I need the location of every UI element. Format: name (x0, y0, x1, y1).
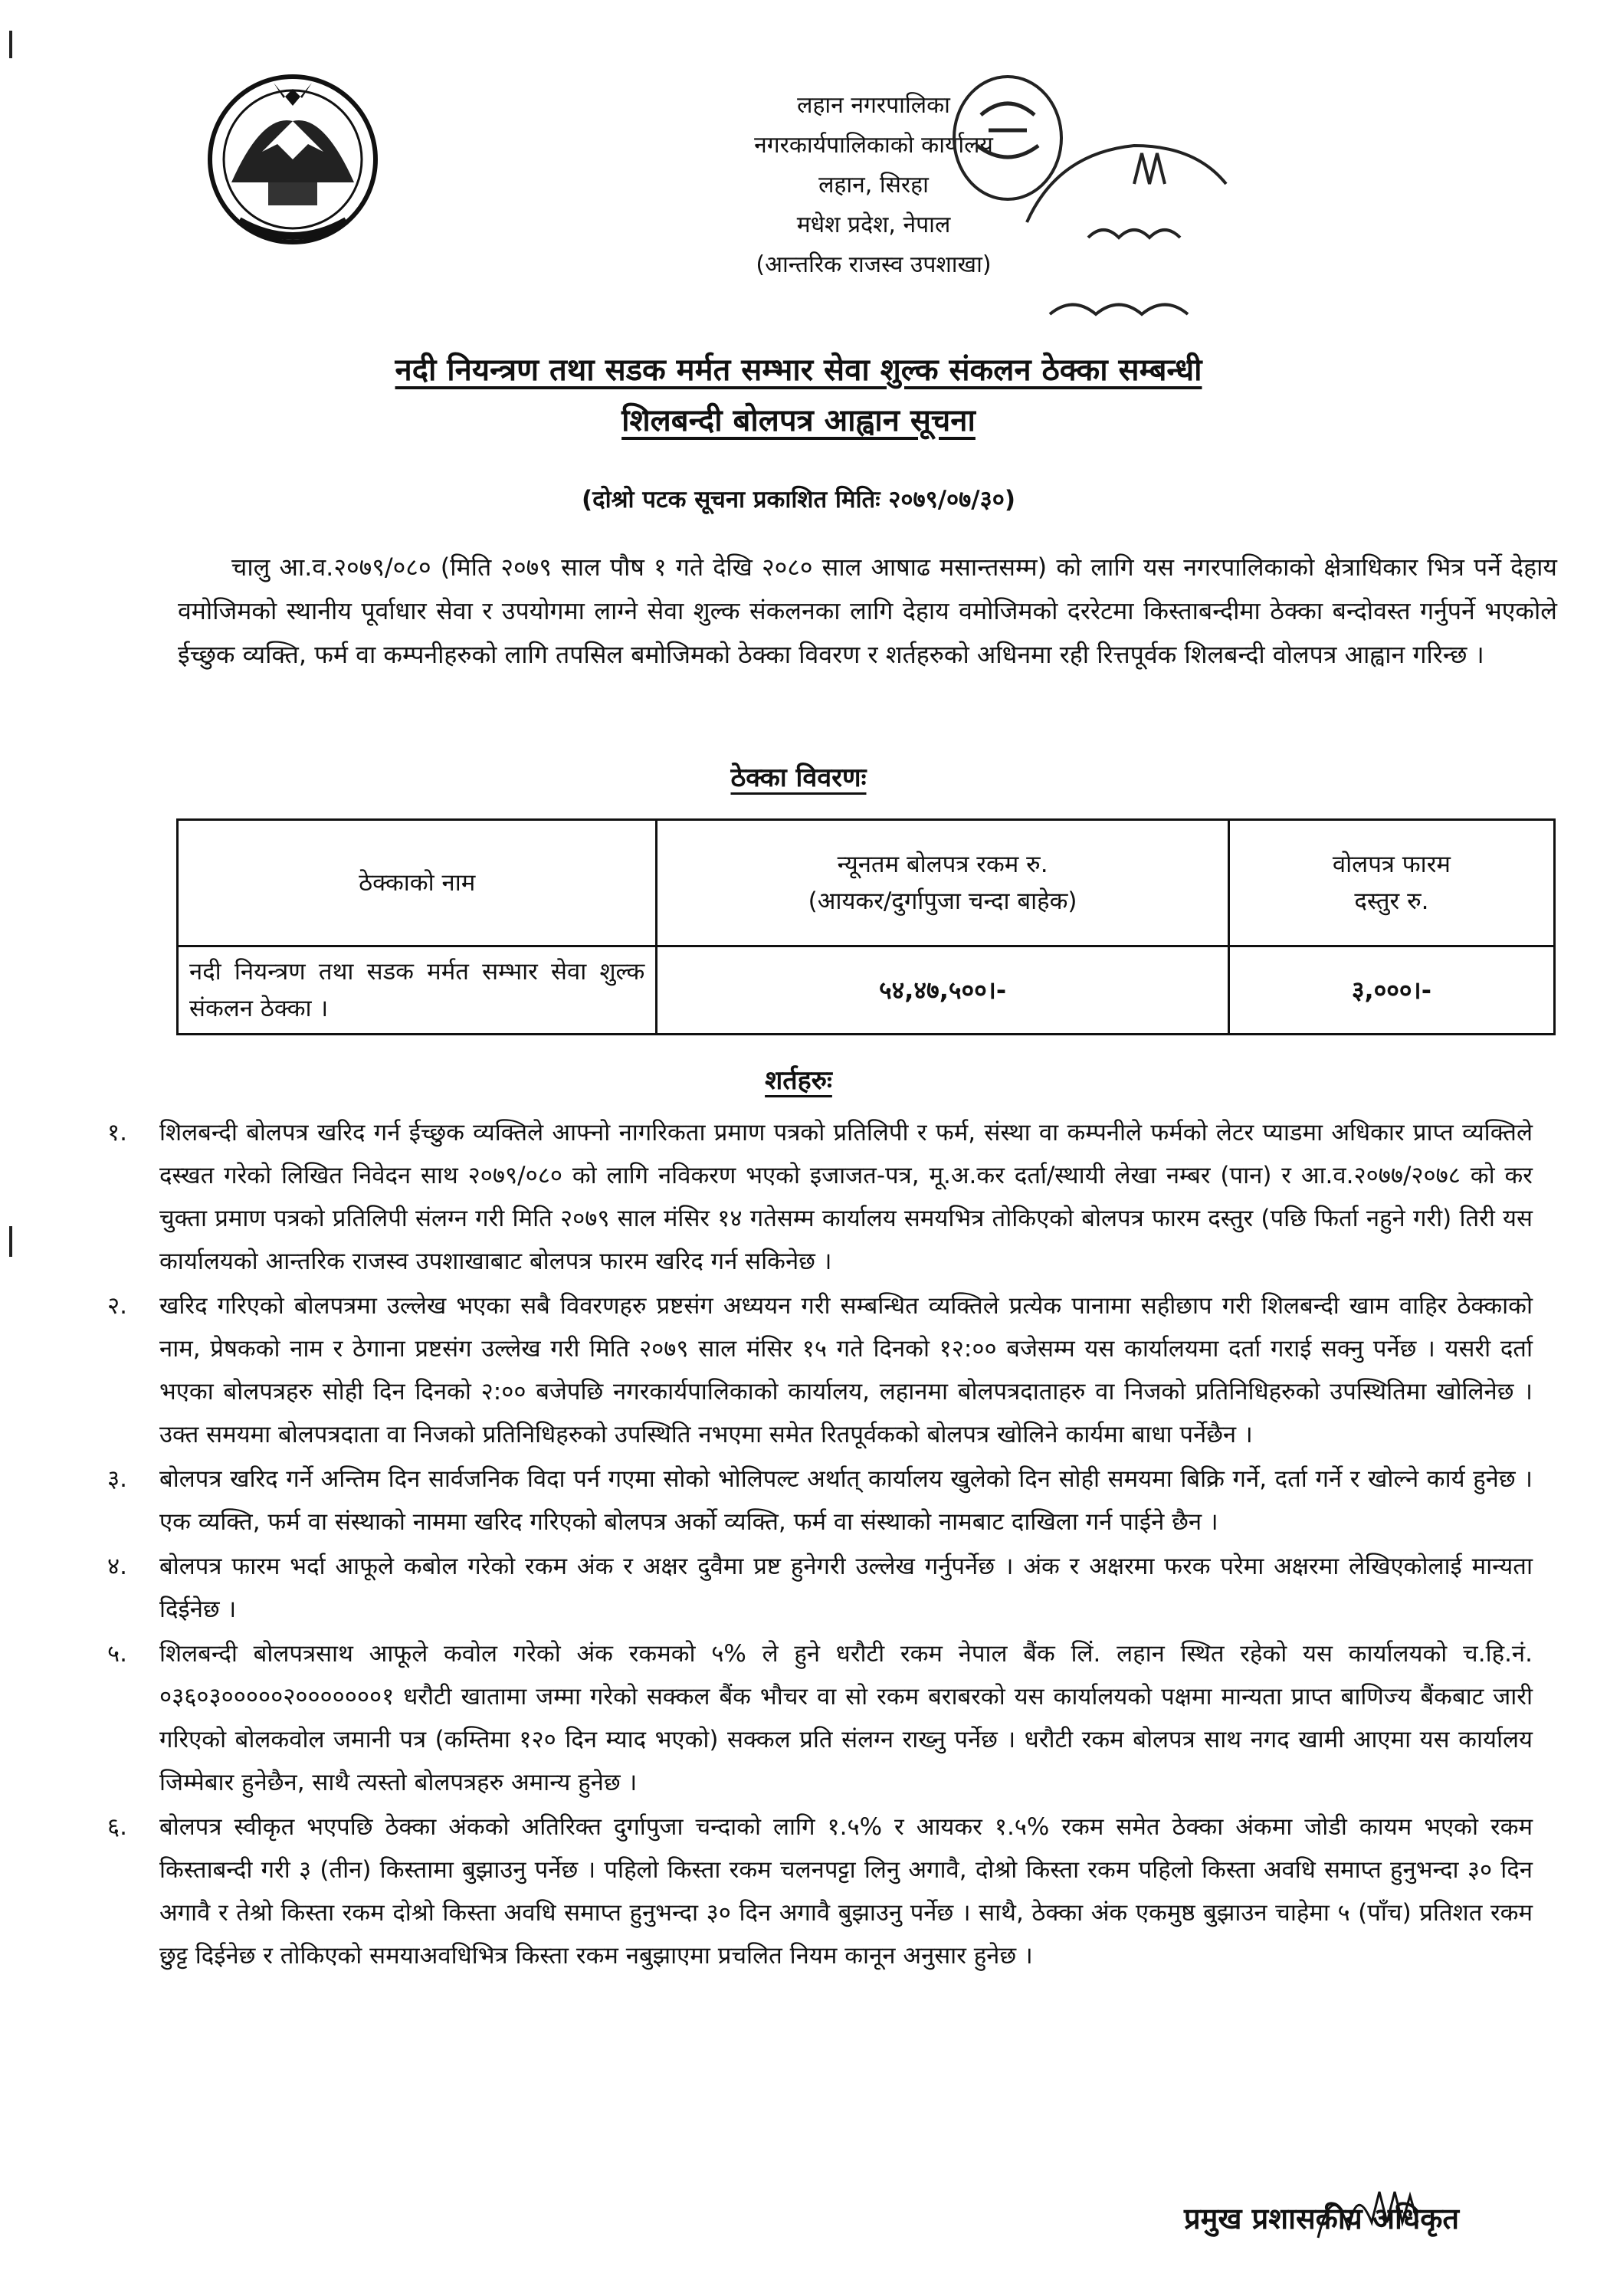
cell-contract-name: नदी नियन्त्रण तथा सडक मर्मत सम्भार सेवा शुल्क संकलन ठेक्का । (178, 946, 657, 1035)
contract-details-heading: ठेक्का विवरणः (730, 763, 867, 793)
office-city: लहान, सिरहा (818, 172, 929, 198)
office-stamp-icon (935, 61, 1257, 353)
contract-table (176, 818, 1556, 1035)
notice-title (153, 345, 1444, 446)
list-item (107, 1111, 1533, 1283)
header-min-amount (657, 820, 1229, 946)
term-number: ६. (107, 1813, 127, 1841)
office-province: मधेश प्रदेश, नेपाल (796, 212, 951, 238)
list-item (107, 1632, 1533, 1804)
office-subname: नगरकार्यपालिकाको कार्यालय (754, 132, 993, 159)
notice-title-line2: शिलबन्दी बोलपत्र आह्वान सूचना (621, 403, 976, 438)
term-text: शिलबन्दी बोलपत्र खरिद गर्न ईच्छुक व्यक्तिले आफ्नो नागरिकता प्रमाण पत्रको प्रतिलिपी र फर्म, संस्था वा कम्पनीले फर्मको लेटर प्याडमा अधिकार प्राप्त व्यक्तिले दस्खत गरेको लिखित निवेदन साथ २०७९/०८० को लागि नविकरण भएको इजाजत-पत्र, मू.अ.कर दर्ता/स्थायी लेखा नम्बर (पान) र आ.व.२०७७/२०७८ को कर चुक्ता प्रमाण पत्रको प्रतिलिपी संलग्न गरी मिति २०७९ साल मंसिर १४ गतेसम्म कार्यालय समयभित्र तोकिएको बोलपत्र फारम दस्तुर (पछि फिर्ता नहुने गरी) तिरी यस कार्यालयको आन्तरिक राजस्व उपशाखाबाट बोलपत्र फारम खरिद गर्न सकिनेछ । (159, 1119, 1533, 1275)
table-row (178, 946, 1555, 1035)
terms-heading: शर्तहरुः (765, 1065, 832, 1096)
term-number: १. (107, 1119, 127, 1146)
term-text: बोलपत्र खरिद गर्ने अन्तिम दिन सार्वजनिक विदा पर्न गएमा सोको भोलिपल्ट अर्थात् कार्यालय खुलेको दिन सोही समयमा बिक्रि गर्ने, दर्ता गर्ने र खोल्ने कार्य हुनेछ । एक व्यक्ति, फर्म वा संस्थाको नाममा खरिद गरिएको बोलपत्र अर्को व्यक्ति, फर्म वा संस्थाको नामबाट दाखिला गर्न पाईने छैन । (159, 1465, 1533, 1536)
nepal-emblem-icon (201, 67, 385, 251)
list-item (107, 1806, 1533, 1977)
list-item (107, 1458, 1533, 1543)
header-form-fee (1228, 820, 1554, 946)
list-item (107, 1545, 1533, 1631)
term-number: ४. (107, 1553, 127, 1580)
term-text: बोलपत्र फारम भर्दा आफूले कबोल गरेको रकम अंक र अक्षर दुवैमा प्रष्ट हुनेगरी उल्लेख गर्नुपर्नेछ । अंक र अक्षरमा फरक परेमा अक्षरमा लेखिएकोलाई मान्यता दिईनेछ । (159, 1553, 1533, 1623)
list-item (107, 1284, 1533, 1456)
scan-mark (9, 1226, 12, 1257)
intro-paragraph: चालु आ.व.२०७९/०८० (मिति २०७९ साल पौष १ गते देखि २०८० साल आषाढ मसान्तसम्म) को लागि यस नगरपालिकाको क्षेत्राधिकार भित्र पर्ने देहाय वमोजिमको स्थानीय पूर्वाधार सेवा र उपयोगमा लाग्ने सेवा शुल्क संकलनका लागि देहाय वमोजिमको दररेटमा किस्ताबन्दीमा ठेक्का बन्दोवस्त गर्नुपर्ने भएकोले ईच्छुक व्यक्ति, फर्म वा कम्पनीहरुको लागि तपसिल बमोजिमको ठेक्का विवरण र शर्तहरुको अधिनमा रही रित्तपूर्वक शिलबन्दी वोलपत्र आह्वान गरिन्छ । (178, 553, 1557, 669)
publish-date: (दोश्रो पटक सूचना प्रकाशित मितिः २०७९/०७/३०) (581, 486, 1016, 513)
notice-title-line1: नदी नियन्त्रण तथा सडक मर्मत सम्भार सेवा शुल्क संकलन ठेक्का सम्बन्धी (395, 353, 1202, 388)
header-contract-name (178, 820, 657, 946)
header-text: वोलपत्र फारम (1332, 851, 1451, 878)
term-text: खरिद गरिएको बोलपत्रमा उल्लेख भएका सबै विवरणहरु प्रष्टसंग अध्ययन गरी सम्बन्धित व्यक्तिले प्रत्येक पानामा सहीछाप गरी शिलबन्दी खाम वाहिर ठेक्काको नाम, प्रेषकको नाम र ठेगाना प्रष्टसंग उल्लेख गरी मिति २०७९ साल मंसिर १५ गते दिनको १२:०० बजेसम्म यस कार्यालयमा दर्ता गराई सक्नु पर्नेछ । यसरी दर्ता भएका बोलपत्रहरु सोही दिन दिनको २:०० बजेपछि नगरकार्यपालिकाको कार्यालय, लहानमा बोलपत्रदाताहरु वा निजको प्रतिनिधिहरुको उपस्थितिमा खोलिनेछ । उक्त समयमा बोलपत्रदाता वा निजको प्रतिनिधिहरुको उपस्थिति नभएमा समेत रितपूर्वकको बोलपत्र खोलिने कार्यमा बाधा पर्नेछैन । (159, 1292, 1533, 1448)
header-text: ठेक्काको नाम (359, 869, 476, 897)
term-number: ५. (107, 1640, 127, 1668)
header-text: न्यूनतम बोलपत्र रकम रु. (837, 851, 1048, 878)
header-subtext: (आयकर/दुर्गापुजा चन्दा बाहेक) (808, 887, 1077, 915)
term-text: शिलबन्दी बोलपत्रसाथ आफूले कवोल गरेको अंक रकमको ५% ले हुने धरौटी रकम नेपाल बैंक लिं. लहान स्थित रहेको यस कार्यालयको च.हि.नं. ०३६०३०००००२०००००००१ धरौटी खातामा जम्मा गरेको सक्कल बैंक भौचर वा सो रकम बराबरको यस कार्यालयको पक्षमा मान्यता प्राप्त बाणिज्य बैंकबाट जारी गरिएको बोलकवोल जमानी पत्र (कम्तिमा १२० दिन म्याद भएको) सक्कल प्रति संलग्न राख्नु पर्नेछ । धरौटी रकम बोलपत्र साथ नगद खामी आएमा यस कार्यालय जिम्मेबार हुनेछैन, साथै त्यस्तो बोलपत्रहरु अमान्य हुनेछ । (159, 1640, 1533, 1796)
term-number: २. (107, 1292, 127, 1320)
header-subtext: दस्तुर रु. (1354, 887, 1429, 915)
signatory-title: प्रमुख प्रशासकीय अधिकृत (1184, 2202, 1460, 2235)
cell-form-fee: ३,०००।- (1228, 946, 1554, 1035)
cell-min-amount: ५४,४७,५००।- (657, 946, 1229, 1035)
office-name: लहान नगरपालिका (797, 92, 950, 119)
term-number: ३. (107, 1465, 127, 1493)
office-section: (आन्तरिक राजस्व उपशाखा) (756, 251, 992, 278)
term-text: बोलपत्र स्वीकृत भएपछि ठेक्का अंकको अतिरिक्त दुर्गापुजा चन्दाको लागि १.५% र आयकर १.५% रकम समेत ठेक्का अंकमा जोडी कायम भएको रकम किस्ताबन्दी गरी ३ (तीन) किस्तामा बुझाउनु पर्नेछ । पहिलो किस्ता रकम चलनपट्टा लिनु अगावै, दोश्रो किस्ता रकम पहिलो किस्ता अवधि समाप्त हुनुभन्दा ३० दिन अगावै र तेश्रो किस्ता रकम दोश्रो किस्ता अवधि समाप्त हुनुभन्दा ३० दिन अगावै बुझाउनु पर्नेछ । साथै, ठेक्का अंक एकमुष्ठ बुझाउन चाहेमा ५ (पाँच) प्रतिशत रकम छुट्ट दिईनेछ र तोकिएको समयाअवधिभित्र किस्ता रकम नबुझाएमा प्रचलित नियम कानून अनुसार हुनेछ । (159, 1813, 1533, 1970)
scan-mark (9, 31, 12, 58)
terms-list (107, 1111, 1533, 1979)
table-header-row (178, 820, 1555, 946)
